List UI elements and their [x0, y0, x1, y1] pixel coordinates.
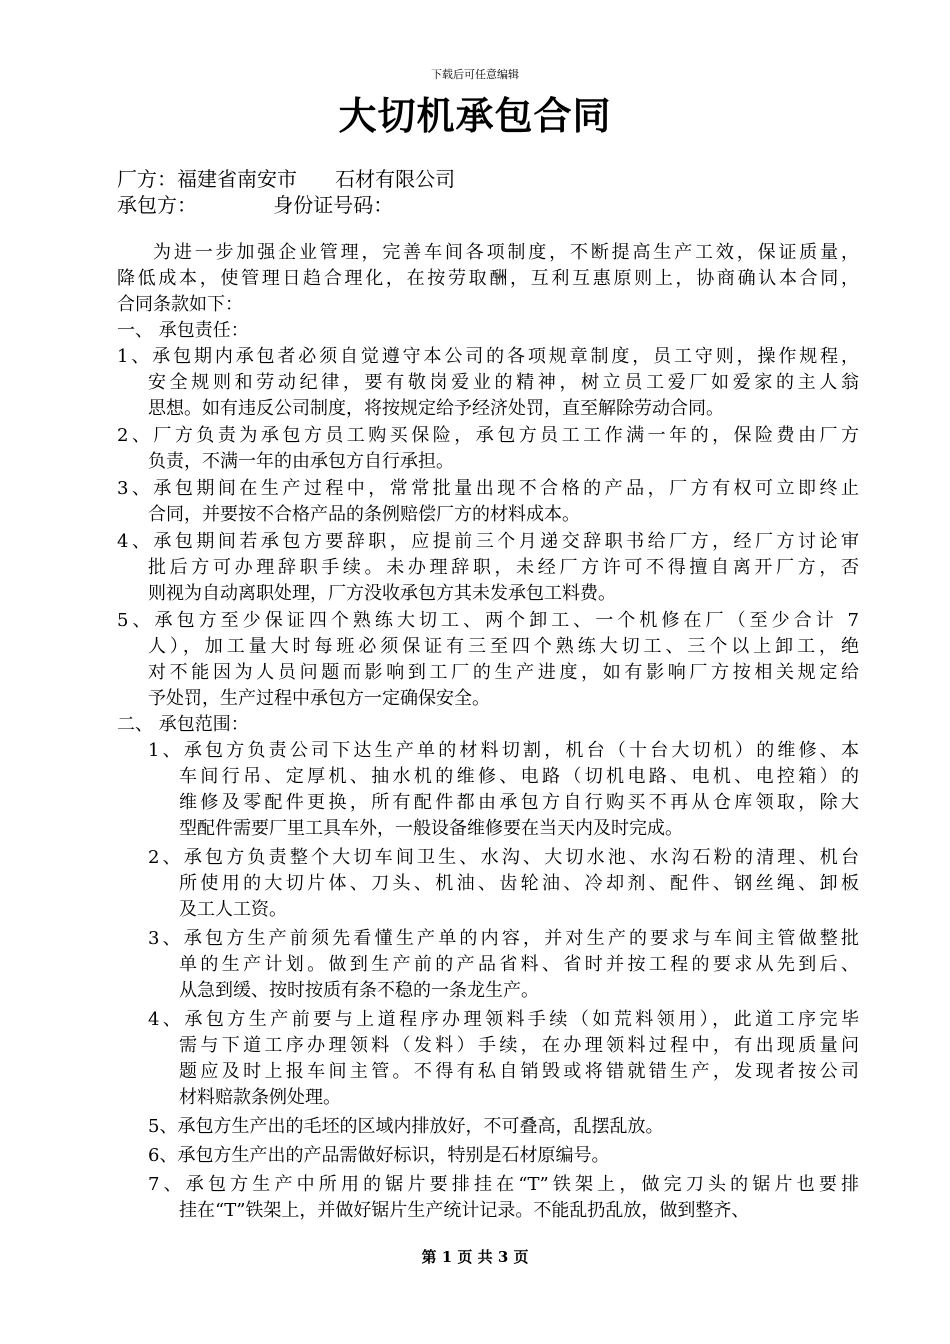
clause-line: 挂在“T”铁架上，并做好锯片生产统计记录。不能乱扔乱放，做到整齐、 [179, 1200, 750, 1221]
section-heading: 一、 承包责任： [117, 320, 249, 341]
clause-line: 对不能因为人员问题而影响到工厂的生产进度，如有影响厂方按相关规定给 [148, 662, 859, 683]
clause-line: 思想。如有违反公司制度，将按规定给予经济处罚，直至解除劳动合同。 [148, 398, 724, 419]
factory-party: 厂方：福建省南安市 石材有限公司 [117, 167, 456, 191]
clause-line: 车间行吊、定厚机、抽水机的维修、电路（切机电路、电机、电控箱）的 [179, 766, 859, 787]
clause-line: 型配件需要厂里工具车外，一般设备维修要在当天内及时完成。 [179, 818, 683, 839]
contract-body [117, 240, 859, 1224]
header-note: 下载后可任意编辑 [431, 68, 519, 81]
clause-line: 所使用的大切片体、刀头、机油、齿轮油、冷却剂、配件、钢丝绳、卸板 [179, 873, 859, 894]
clause-line: 2、承包方负责整个大切车间卫生、水沟、大切水池、水沟石粉的清理、机台 [148, 847, 859, 868]
clause-line: 5、承包方生产出的毛坯的区域内排放好，不可叠高，乱摆乱放。 [148, 1116, 664, 1137]
clause-line: 需与下道工序办理领料（发料）手续，在办理领料过程中，有出现质量问 [179, 1035, 859, 1056]
section-heading: 二、 承包范围： [117, 714, 249, 735]
page-footer: 第 1 页 共 3 页 [421, 1248, 529, 1266]
clause-line: 维修及零配件更换，所有配件都由承包方自行购买不再从仓库领取，除大 [179, 792, 859, 813]
clause-line: 6、承包方生产出的产品需做好标识，特别是石材原编号。 [148, 1145, 610, 1166]
clause-line: 批后方可办理辞职手续。未办理辞职，未经厂方许可不得擅自离开厂方，否 [148, 557, 859, 578]
contractor-party: 承包方： 身份证号码： [117, 193, 394, 217]
clause-line: 4、承包方生产前要与上道程序办理领料手续（如荒料领用），此道工序完毕 [148, 1009, 859, 1030]
clause-line: 单的生产计划。做到生产前的产品省料、省时并按工程的要求从先到后、 [179, 954, 859, 975]
clause-line: 合同，并要按不合格产品的条例赔偿厂方的材料成本。 [148, 504, 580, 525]
intro-line: 为进一步加强企业管理，完善车间各项制度，不断提高生产工效，保证质量， [153, 242, 859, 263]
intro-line: 合同条款如下： [117, 294, 243, 315]
clause-line: 予处罚，生产过程中承包方一定确保安全。 [148, 688, 490, 709]
clause-line: 7、承包方生产中所用的锯片要排挂在“T”铁架上，做完刀头的锯片也要排 [148, 1174, 859, 1195]
clause-line: 从急到缓、按时按质有条不稳的一条龙生产。 [179, 980, 539, 1001]
clause-line: 及工人工资。 [179, 899, 287, 920]
clause-line: 材料赔款条例处理。 [179, 1087, 341, 1108]
document-title: 大切机承包合同 [338, 94, 612, 138]
clause-line: 人），加工量大时每班必须保证有三至四个熟练大切工、三个以上卸工，绝 [148, 636, 859, 657]
clause-line: 2、厂方负责为承包方员工购买保险，承包方员工工作满一年的，保险费由厂方 [117, 425, 859, 446]
clause-line: 4、承包期间若承包方要辞职，应提前三个月递交辞职书给厂方，经厂方讨论审 [117, 531, 859, 552]
intro-line: 降低成本，使管理日趋合理化，在按劳取酬，互利互惠原则上，协商确认本合同， [117, 268, 859, 289]
clause-line: 5、承包方至少保证四个熟练大切工、两个卸工、一个机修在厂（至少合计 7 [117, 610, 859, 631]
clause-line: 3、承包期间在生产过程中，常常批量出现不合格的产品，厂方有权可立即终止 [117, 478, 859, 499]
clause-line: 负责，不满一年的由承包方自行承担。 [148, 451, 454, 472]
clause-line: 1、承包期内承包者必须自觉遵守本公司的各项规章制度，员工守则，操作规程， [117, 346, 859, 367]
clause-line: 安全规则和劳动纪律，要有敬岗爱业的精神，树立员工爱厂如爱家的主人翁 [148, 372, 859, 393]
clause-line: 3、承包方生产前须先看懂生产单的内容，并对生产的要求与车间主管做整批 [148, 928, 859, 949]
clause-line: 则视为自动离职处理，厂方没收承包方其未发承包工料费。 [148, 583, 616, 604]
clause-line: 题应及时上报车间主管。不得有私自销毁或将错就错生产，发现者按公司 [179, 1061, 859, 1082]
clause-line: 1、承包方负责公司下达生产单的材料切割，机台（十台大切机）的维修、本 [148, 740, 859, 761]
